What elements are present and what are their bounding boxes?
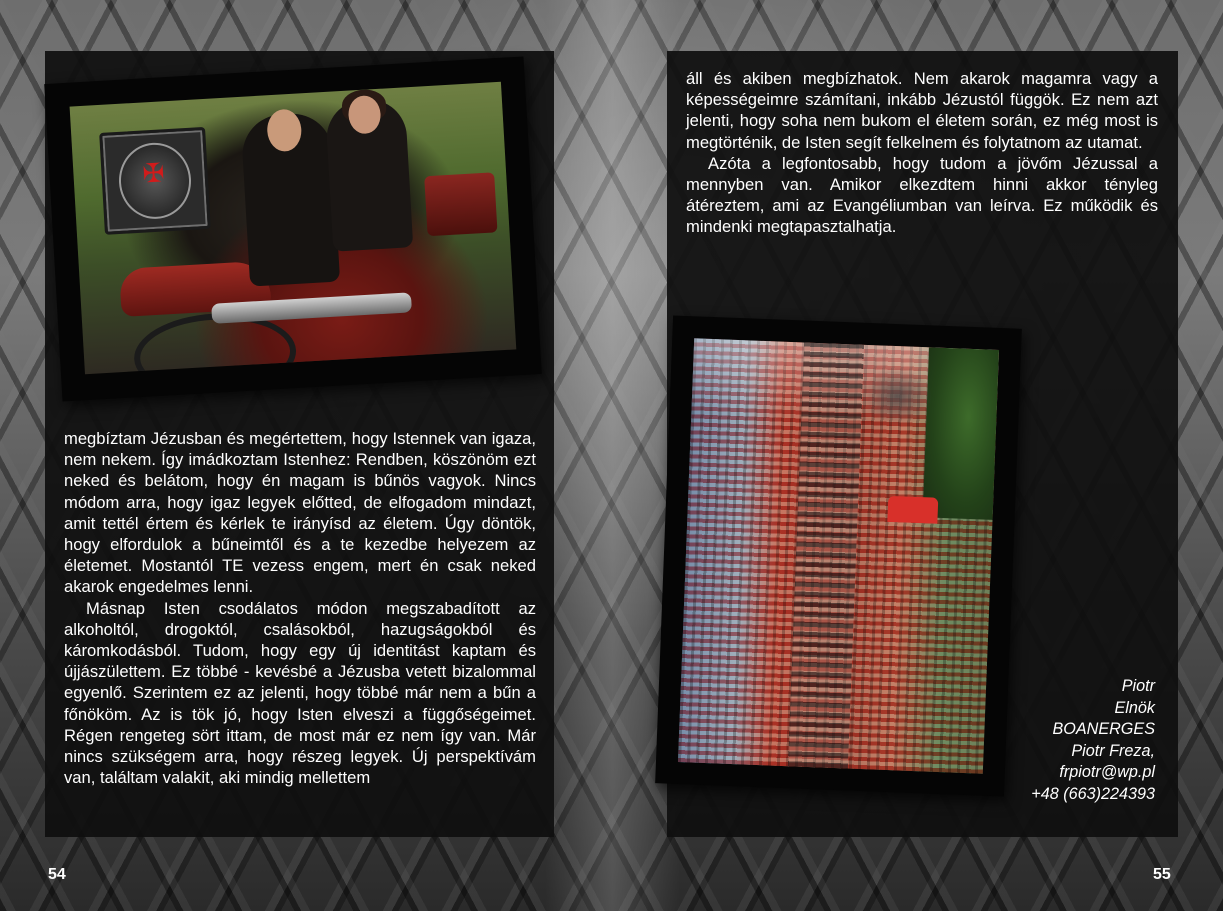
crowd-photo-road xyxy=(788,343,864,769)
motorcycle-saddlebag xyxy=(424,172,497,236)
right-page-body xyxy=(686,68,1158,238)
crowd-photo-smoke xyxy=(861,365,933,428)
club-emblem-patch xyxy=(99,127,211,235)
page-number-left: 54 xyxy=(48,866,66,883)
right-paragraph-2: Azóta a legfontosabb, hogy tudom a jövőm Jézussal a mennyben van. Amikor elkezdtem hinni akkor tényleg átéreztem, ami az Evangéliumban van leírva. Ez működik és mindenki megtapasztalhatja. xyxy=(686,153,1158,237)
author-signature xyxy=(935,676,1155,805)
signature-full-name: Piotr Freza, xyxy=(1071,741,1155,760)
signature-name: Piotr xyxy=(1121,677,1155,695)
signature-email: frpiotr@wp.pl xyxy=(1059,763,1155,781)
signature-phone: +48 (663)224393 xyxy=(1031,784,1155,803)
right-paragraph-1: áll és akiben megbízhatok. Nem akarok magamra vagy a képességeimre számítani, inkább Jézustól függök. Ez nem azt jelenti, hogy soha nem bukom el életem során, ez még most is megtörténik, de Isten segít felkelnem és folytatnom az utamat. xyxy=(686,69,1158,152)
left-page-body xyxy=(64,428,536,788)
crowd-photo-tent xyxy=(887,496,938,524)
signature-organization: BOANERGES xyxy=(1052,720,1155,738)
left-paragraph-1: megbíztam Jézusban és megértettem, hogy Istennek van igaza, nem nekem. Így imádkoztam Istenhez: Rendben, köszönöm ezt neked és belátom, hogy én magam is bűnös vagyok. Nincs módom arra, hogy igaz legyek előtted, de elfogadom mindazt, amit tettél értem és kérlek te irányísd az életem. Úgy döntök, hogy elfordulok a bűneimtől és a te kezedbe helyezem az életemet. Mostantól TE vezess engem, mert én csak neked akarok engedelmes lenni. xyxy=(64,429,536,597)
emblem-cross-icon: ✠ xyxy=(141,158,166,190)
page-number-right: 55 xyxy=(1153,866,1171,883)
crowd-photo-trees xyxy=(923,347,999,520)
bikers-photo-frame xyxy=(44,56,542,401)
signature-title: Elnök xyxy=(1114,698,1155,717)
left-paragraph-2: Másnap Isten csodálatos módon megszabadított az alkoholtól, drogoktól, csalásokból, hazugságokból és káromkodásból. Tudom, hogy egy új identitást kaptam és újjászülettem. Ez többé - kevésbé a Jézusba vetett bizalommal egyenlő. Szerintem ez az jelenti, hogy többé már nem a bűn a főnököm. Az is tök jó, hogy Isten elveszi a függőségeimet. Régen rengeteg sört ittam, de most már ez nem így van. Már nincs szükségem arra, hogy részeg legyek. Új perspektívám van, találtam valakit, aki mindig mellettem xyxy=(64,598,536,788)
bikers-photo xyxy=(70,82,517,374)
